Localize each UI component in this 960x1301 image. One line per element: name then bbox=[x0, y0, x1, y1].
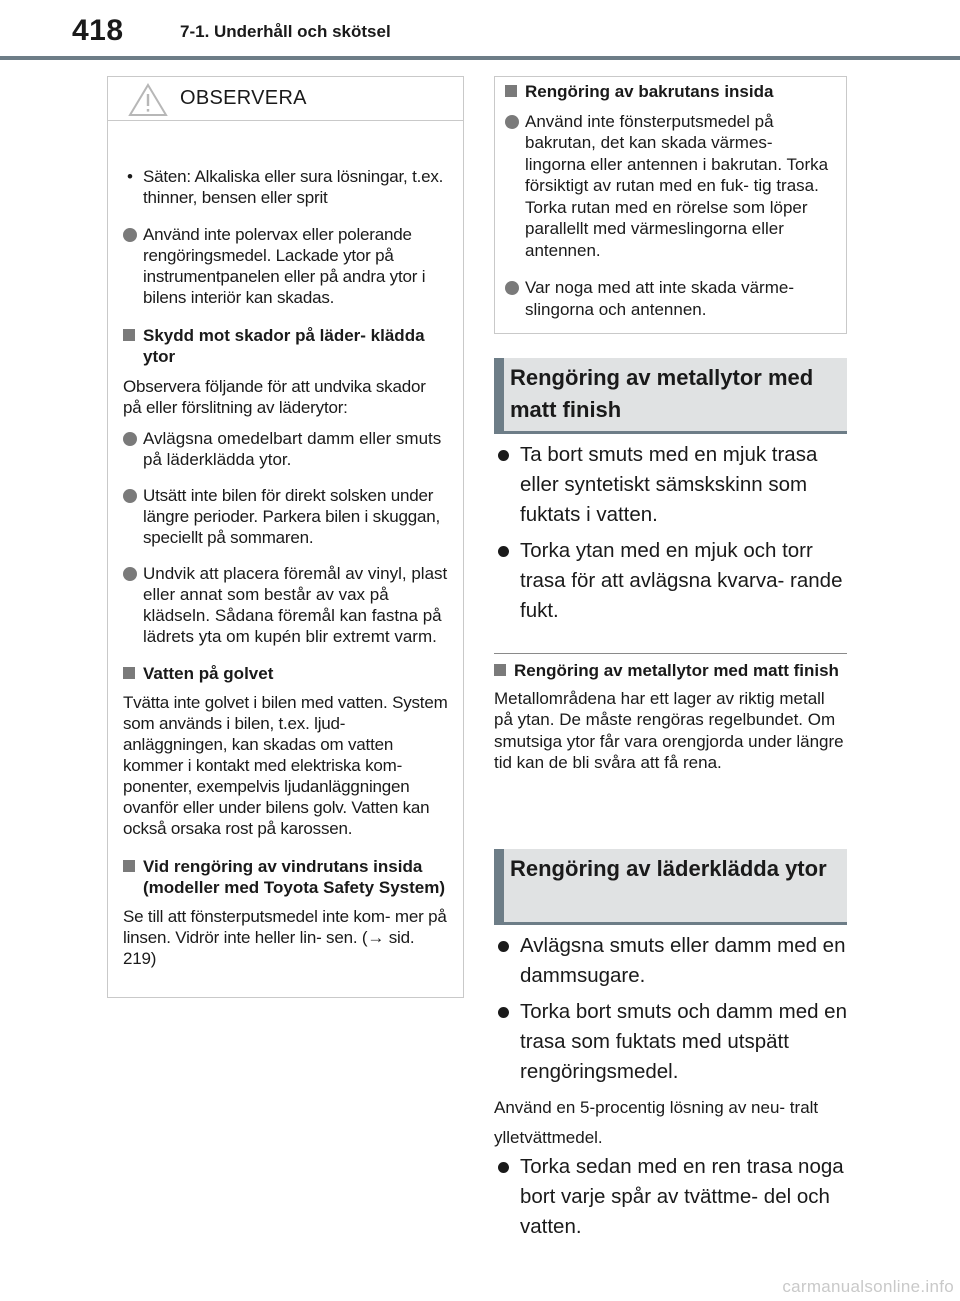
metal-section-banner bbox=[494, 358, 847, 434]
leather-section-banner bbox=[494, 849, 847, 925]
leather-section-title: Rengöring av läderklädda ytor bbox=[510, 856, 827, 881]
leather-protect-intro: Observera följande för att undvika skador på eller förslitning av läderytor: bbox=[123, 377, 426, 417]
final-step bbox=[498, 1152, 848, 1242]
metal-info-text: Metallområdena har ett lager av riktig metall på ytan. De måste rengöras regelbundet. Om smutsiga ytor får vara orengjorda under längre tid kan de bli svåra att få rena. bbox=[494, 688, 844, 772]
rear-window-item bbox=[505, 277, 834, 320]
leather-item bbox=[123, 428, 448, 470]
windshield-heading bbox=[123, 856, 448, 898]
rear-window-box bbox=[494, 76, 847, 334]
page-header bbox=[0, 0, 960, 62]
rear-window-item-text: Använd inte fönsterputsmedel på bakrutan, det kan skada värmes- lingorna eller antennen i bakrutan. Torka försiktigt av rutan med en fuk- tig trasa. Torka rutan med en rörelse som löper parallellt med värmeslingorna eller antennen. bbox=[525, 111, 829, 260]
square-bullet-icon bbox=[123, 860, 135, 872]
metal-step-text: Ta bort smuts med en mjuk trasa eller syntetiskt sämskskinn som fuktats i vatten. bbox=[520, 443, 818, 526]
leather-protect-heading bbox=[123, 325, 448, 367]
chapter-title: 7-1. Underhåll och skötsel bbox=[180, 22, 391, 41]
bullet-dot-icon bbox=[123, 228, 137, 242]
polish-text: Använd inte polervax eller polerande rengöringsmedel. Lackade ytor på instrumentpanelen eller på andra ytor i bilens interiör kan skadas. bbox=[143, 225, 426, 307]
floor-water-heading bbox=[123, 663, 448, 684]
leather-item bbox=[123, 563, 448, 647]
square-bullet-icon bbox=[123, 329, 135, 341]
leather-step-text: Avlägsna smuts eller damm med en dammsugare. bbox=[520, 934, 846, 987]
metal-step bbox=[498, 440, 848, 530]
metal-info-heading bbox=[494, 660, 847, 682]
square-bullet-icon bbox=[494, 664, 506, 676]
page-number: 418 bbox=[72, 14, 124, 47]
rear-window-item bbox=[505, 111, 834, 262]
bullet-dot-icon bbox=[505, 281, 519, 295]
metal-info-title: Rengöring av metallytor med matt finish bbox=[514, 661, 839, 680]
leather-protect-title: Skydd mot skador på läder- klädda ytor bbox=[143, 326, 425, 366]
floor-water-title: Vatten på golvet bbox=[143, 664, 274, 683]
metal-step bbox=[498, 536, 848, 626]
warning-triangle-icon bbox=[128, 83, 168, 117]
bullet-dot-icon bbox=[498, 941, 509, 952]
bullet-dot-icon bbox=[505, 115, 519, 129]
seat-solvent-text: Säten: Alkaliska eller sura lösningar, t.ex. thinner, bensen eller sprit bbox=[143, 167, 444, 207]
final-step-text: Torka sedan med en ren trasa noga bort varje spår av tvättme- del och vatten. bbox=[520, 1155, 844, 1238]
metal-section-title: Rengöring av metallytor med matt finish bbox=[510, 365, 814, 422]
windshield-title: Vid rengöring av vindrutans insida (modeller med Toyota Safety System) bbox=[143, 857, 445, 897]
leather-item-text: Undvik att placera föremål av vinyl, plast eller annat som består av vax på klädseln. Sådana föremål kan fastna på lädrets yta om kupén blir extremt varm. bbox=[143, 564, 448, 646]
bullet-dot-icon bbox=[498, 450, 509, 461]
leather-item-text: Avlägsna omedelbart damm eller smuts på läderklädda ytor. bbox=[143, 429, 442, 469]
bullet-dot-icon bbox=[123, 567, 137, 581]
bullet-dot-icon bbox=[498, 546, 509, 557]
leather-step bbox=[498, 997, 848, 1087]
windshield-text: Se till att fönsterputsmedel inte kom- mer på linsen. Vidrör inte heller lin- sen. (→ sid. 219) bbox=[123, 907, 447, 968]
rear-window-item-text: Var noga med att inte skada värme- slingorna och antennen. bbox=[525, 278, 794, 319]
square-bullet-icon bbox=[123, 667, 135, 679]
rear-window-heading bbox=[505, 81, 834, 103]
leather-item-text: Utsätt inte bilen för direkt solsken under längre perioder. Parkera bilen i skuggan, speciellt på sommaren. bbox=[143, 486, 441, 547]
section-divider bbox=[494, 653, 847, 654]
seat-solvent-item bbox=[123, 166, 448, 208]
polish-item bbox=[123, 224, 448, 308]
floor-water-text: Tvätta inte golvet i bilen med vatten. System som används i bilen, t.ex. ljud- anläggningen, kan skadas om vatten kommer i kontakt med elektriska kom- ponenter, exempelvis ljudanläggningen ovanför eller under bilens golv. Vatten kan också orsaka rost på karossen. bbox=[123, 693, 448, 838]
metal-info bbox=[494, 660, 847, 774]
bullet-dot-icon bbox=[123, 489, 137, 503]
watermark: carmanualsonline.info bbox=[782, 1277, 954, 1296]
caution-header bbox=[108, 77, 463, 121]
bullet-dot-icon bbox=[498, 1007, 509, 1018]
bullet-dot-icon bbox=[498, 1162, 509, 1173]
caution-body bbox=[108, 166, 463, 969]
metal-steps bbox=[498, 440, 848, 632]
square-bullet-icon bbox=[505, 85, 517, 97]
detergent-note: Använd en 5-procentig lösning av neu- tralt ylletvättmedel. bbox=[494, 1098, 819, 1147]
rear-window-title: Rengöring av bakrutans insida bbox=[525, 82, 774, 101]
leather-step-text: Torka bort smuts och damm med en trasa som fuktats med utspätt rengöringsmedel. bbox=[520, 1000, 847, 1083]
final-steps bbox=[498, 1152, 848, 1248]
leather-step bbox=[498, 931, 848, 991]
bullet-dot-icon bbox=[123, 432, 137, 446]
leather-item bbox=[123, 485, 448, 548]
leather-steps bbox=[498, 931, 848, 1093]
header-rule bbox=[0, 56, 960, 60]
caution-box bbox=[107, 76, 464, 998]
metal-step-text: Torka ytan med en mjuk och torr trasa för att avlägsna kvarva- rande fukt. bbox=[520, 539, 843, 622]
caution-title: OBSERVERA bbox=[180, 87, 307, 109]
